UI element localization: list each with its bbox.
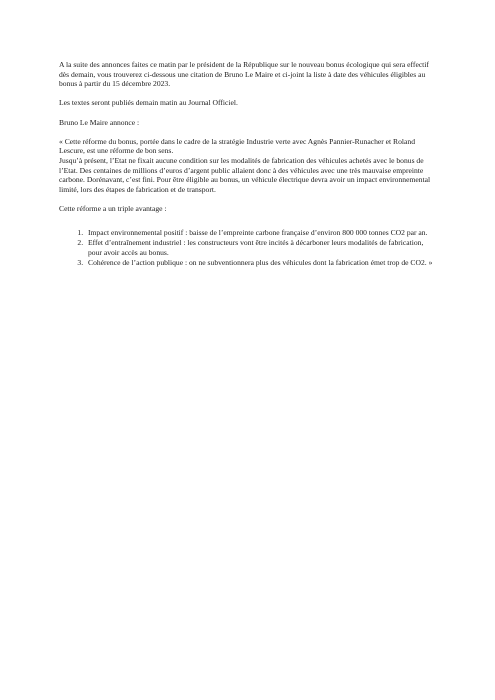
list-item: 2. Effet d’entraînement industriel : les constructeurs vont être incités à décarboner leurs modalités de fabrication, pour avoir accès au bonus.	[85, 238, 437, 257]
quote-block	[59, 137, 437, 195]
triple-advantage-paragraph: Cette réforme a un triple avantage :	[59, 203, 167, 213]
quote-line-2: Jusqu’à présent, l’Etat ne fixait aucune condition sur les modalités de fabrication des véhicules achetés avec le bonus de l’Etat. Des centaines de millions d’euros d’argent public allaient donc à des véhicules avec une très mauvaise empreinte carbone. Dorénavant, c’est fini. Pour être éligible au bonus, un véhicule électrique devra avoir un impact environnemental limité, lors des étapes de fabrication et de transport.	[59, 155, 431, 194]
announcer-paragraph: Bruno Le Maire annonce :	[59, 117, 140, 127]
list-item: 3. Cohérence de l’action publique : on ne subventionnera plus des véhicules dont la fabrication émet trop de CO2. »	[85, 258, 437, 268]
intro-paragraph: A la suite des annonces faites ce matin par le président de la République sur le nouveau bonus écologique qui sera effectif dès demain, vous trouverez ci-dessous une citation de Bruno Le Maire et ci-joint la liste à date des véhicules éligibles au bonus à partir du 15 décembre 2023.	[59, 60, 429, 89]
advantages-list	[59, 228, 437, 268]
list-item: 1. Impact environnemental positif : baisse de l’empreinte carbone française d’environ 800 000 tonnes CO2 par an.	[85, 228, 437, 238]
document-body	[59, 60, 437, 269]
publication-paragraph: Les textes seront publiés demain matin au Journal Officiel.	[59, 98, 238, 108]
quote-line-1: « Cette réforme du bonus, portée dans le cadre de la stratégie Industrie verte avec Agnès Pannier-Runacher et Roland Lescure, est une réforme de bon sens.	[59, 136, 415, 156]
